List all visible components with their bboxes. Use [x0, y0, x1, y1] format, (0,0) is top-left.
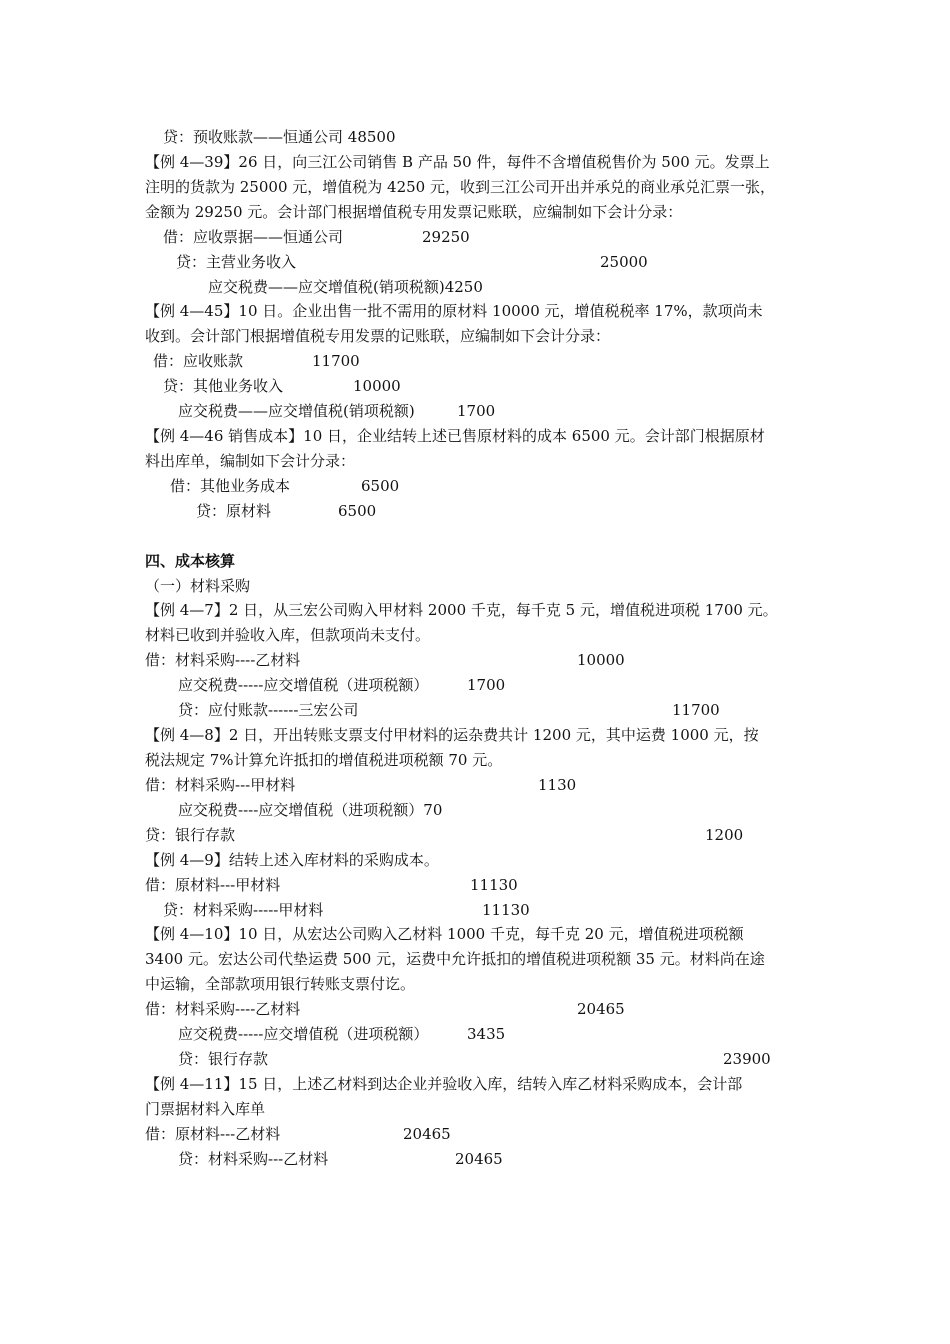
entry-amount: 10000 [577, 651, 625, 669]
entry-line: 贷：应付账款------三宏公司 [178, 701, 359, 719]
example-paragraph: 【例 4—7】2 日，从三宏公司购入甲材料 2000 千克，每千克 5 元，增值税进项税 1700 元。 [145, 601, 778, 619]
entry-line: 应交税费----应交增值税（进项税额）70 [178, 801, 443, 819]
section-heading: 四、成本核算 [145, 552, 236, 570]
entry-line: 借：材料采购----乙材料 [145, 651, 301, 669]
subsection-heading: （一）材料采购 [145, 577, 251, 595]
entry-line: 贷：主营业务收入 [176, 253, 297, 271]
entry-line: 借：材料采购----乙材料 [145, 1000, 301, 1018]
example-paragraph: 【例 4—46 销售成本】10 日，企业结转上述已售原材料的成本 6500 元。会计部门根据原材 [145, 427, 765, 445]
entry-line: 借：其他业务成本 [170, 477, 291, 495]
entry-line: 贷：预收账款——恒通公司 48500 [163, 128, 396, 146]
entry-line: 贷：材料采购-----甲材料 [163, 901, 324, 919]
entry-line: 应交税费——应交增值税(销项税额) [178, 402, 415, 420]
entry-line: 应交税费-----应交增值税（进项税额） [178, 676, 429, 694]
entry-line: 应交税费-----应交增值税（进项税额） [178, 1025, 429, 1043]
entry-line: 贷：银行存款 [145, 826, 236, 844]
example-paragraph: 【例 4—8】2 日，开出转账支票支付甲材料的运杂费共计 1200 元，其中运费 1000 元，按 [145, 726, 759, 744]
example-paragraph: 3400 元。宏达公司代垫运费 500 元，运费中允许抵扣的增值税进项税额 35 元。材料尚在途 [145, 950, 765, 968]
entry-line: 借：应收账款 [153, 352, 244, 370]
entry-amount: 6500 [361, 477, 400, 495]
entry-line: 贷：原材料 [196, 502, 272, 520]
example-paragraph: 【例 4—39】26 日，向三江公司销售 B 产品 50 件，每件不含增值税售价为 500 元。发票上 [145, 153, 770, 171]
entry-line: 借：原材料---甲材料 [145, 876, 281, 894]
example-paragraph: 【例 4—10】10 日，从宏达公司购入乙材料 1000 千克，每千克 20 元，增值税进项税额 [145, 925, 744, 943]
entry-amount: 20465 [577, 1000, 625, 1018]
entry-amount: 10000 [353, 377, 401, 395]
entry-amount: 3435 [467, 1025, 506, 1043]
example-paragraph: 金额为 29250 元。会计部门根据增值税专用发票记账联，应编制如下会计分录： [145, 203, 683, 221]
example-paragraph: 【例 4—45】10 日。企业出售一批不需用的原材料 10000 元，增值税税率 17%，款项尚未 [145, 302, 763, 320]
example-paragraph: 材料已收到并验收入库，但款项尚未支付。 [145, 626, 431, 644]
entry-amount: 11130 [482, 901, 530, 919]
example-paragraph: 收到。会计部门根据增值税专用发票的记账联，应编制如下会计分录： [145, 327, 611, 345]
example-paragraph: 门票据材料入库单 [145, 1100, 266, 1118]
entry-amount: 29250 [422, 228, 470, 246]
entry-line: 借：原材料---乙材料 [145, 1125, 281, 1143]
entry-amount: 11700 [672, 701, 720, 719]
entry-amount: 11700 [312, 352, 360, 370]
entry-amount: 20465 [403, 1125, 451, 1143]
entry-amount: 11130 [470, 876, 518, 894]
entry-line: 贷：银行存款 [178, 1050, 269, 1068]
example-paragraph: 税法规定 7%计算允许抵扣的增值税进项税额 70 元。 [145, 751, 503, 769]
entry-line: 借：应收票据——恒通公司 [163, 228, 344, 246]
example-paragraph: 料出库单，编制如下会计分录： [145, 452, 356, 470]
example-paragraph: 注明的货款为 25000 元，增值税为 4250 元，收到三江公司开出并承兑的商业承兑汇票一张， [145, 178, 775, 196]
entry-amount: 1700 [457, 402, 496, 420]
entry-line: 应交税费——应交增值税(销项税额)4250 [208, 278, 483, 296]
entry-line: 贷：材料采购---乙材料 [178, 1150, 329, 1168]
entry-line: 贷：其他业务收入 [163, 377, 284, 395]
example-paragraph: 中运输，全部款项用银行转账支票付讫。 [145, 975, 416, 993]
entry-amount: 25000 [600, 253, 648, 271]
entry-amount: 1200 [705, 826, 744, 844]
entry-amount: 6500 [338, 502, 377, 520]
example-paragraph: 【例 4—9】结转上述入库材料的采购成本。 [145, 851, 439, 869]
entry-amount: 23900 [723, 1050, 771, 1068]
entry-amount: 20465 [455, 1150, 503, 1168]
example-paragraph: 【例 4—11】15 日，上述乙材料到达企业并验收入库，结转入库乙材料采购成本，会计部 [145, 1075, 743, 1093]
entry-amount: 1130 [538, 776, 577, 794]
entry-line: 借：材料采购---甲材料 [145, 776, 296, 794]
entry-amount: 1700 [467, 676, 506, 694]
